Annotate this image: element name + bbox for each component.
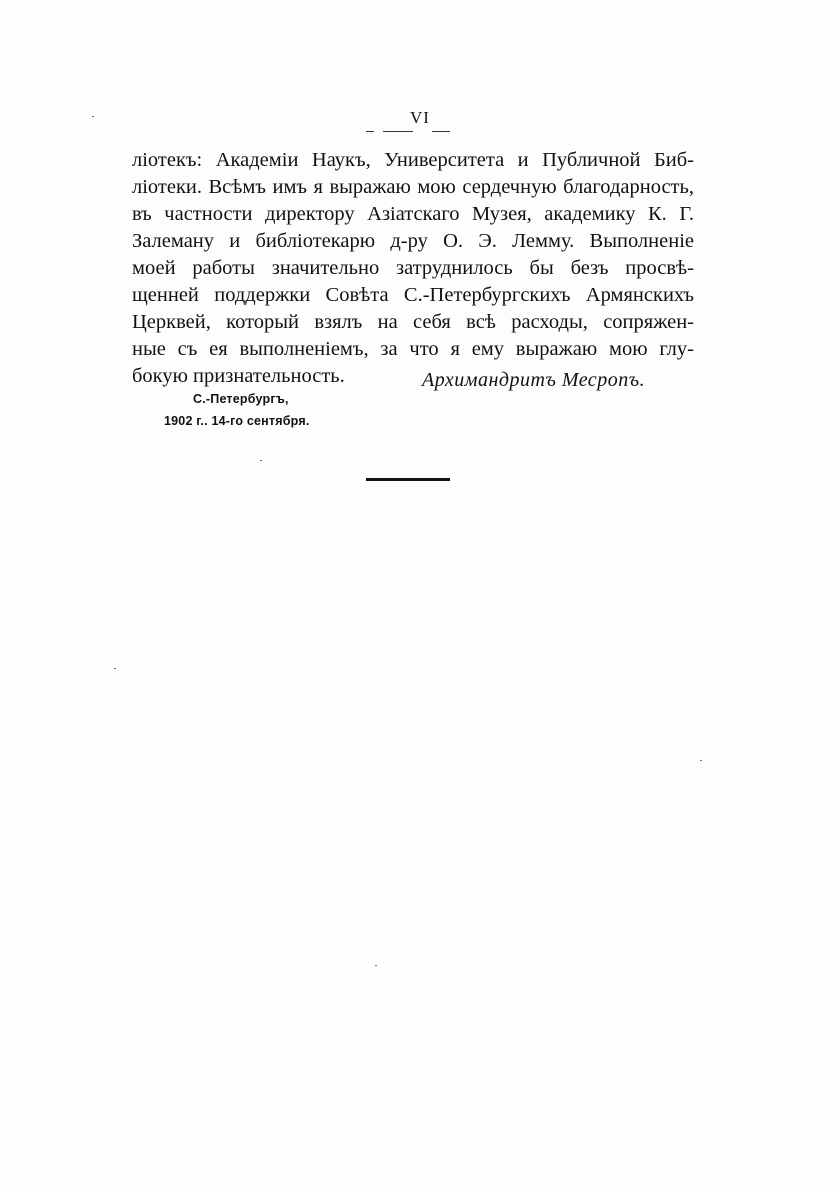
page-number: VI [410,108,430,127]
text-line: ліотекъ: Академіи Наукъ, Университета и Публичной Биб- [132,149,694,171]
place-line: С.-Петербургъ, [193,392,289,406]
scan-speck [260,460,262,461]
text-line: ліотеки. Всѣмъ имъ я выражаю мою сердечную благодарность, [132,176,694,198]
text-line: щенней поддержки Совѣта С.-Петербургскихъ Армянскихъ [132,284,694,306]
text-line: въ частности директору Азіатскаго Музея, академику К. Г. [132,203,694,225]
body-paragraph [132,147,694,390]
text-line: ные съ ея выполненіемъ, за что я ему выражаю мою глу- [132,338,694,360]
scan-speck [92,116,94,117]
page-header [0,108,840,134]
text-line: бокую признательность. [132,365,345,387]
text-line: Залеману и библіотекарю д-ру О. Э. Лемму. Выполненіе [132,230,694,252]
header-rule-middle [383,131,413,132]
scan-speck [114,668,116,669]
author-signature: Архимандритъ Месропъ. [422,369,646,391]
section-end-rule [366,478,450,481]
text-line: Церквей, который взялъ на себя всѣ расходы, сопряжен- [132,311,694,333]
header-rule-right [432,131,450,132]
date-line: 1902 г.. 14-го сентября. [164,414,310,428]
header-rule-left [366,131,374,132]
scan-speck [700,760,702,761]
scan-speck [375,965,377,966]
text-line: моей работы значительно затруднилось бы безъ просвѣ- [132,257,694,279]
